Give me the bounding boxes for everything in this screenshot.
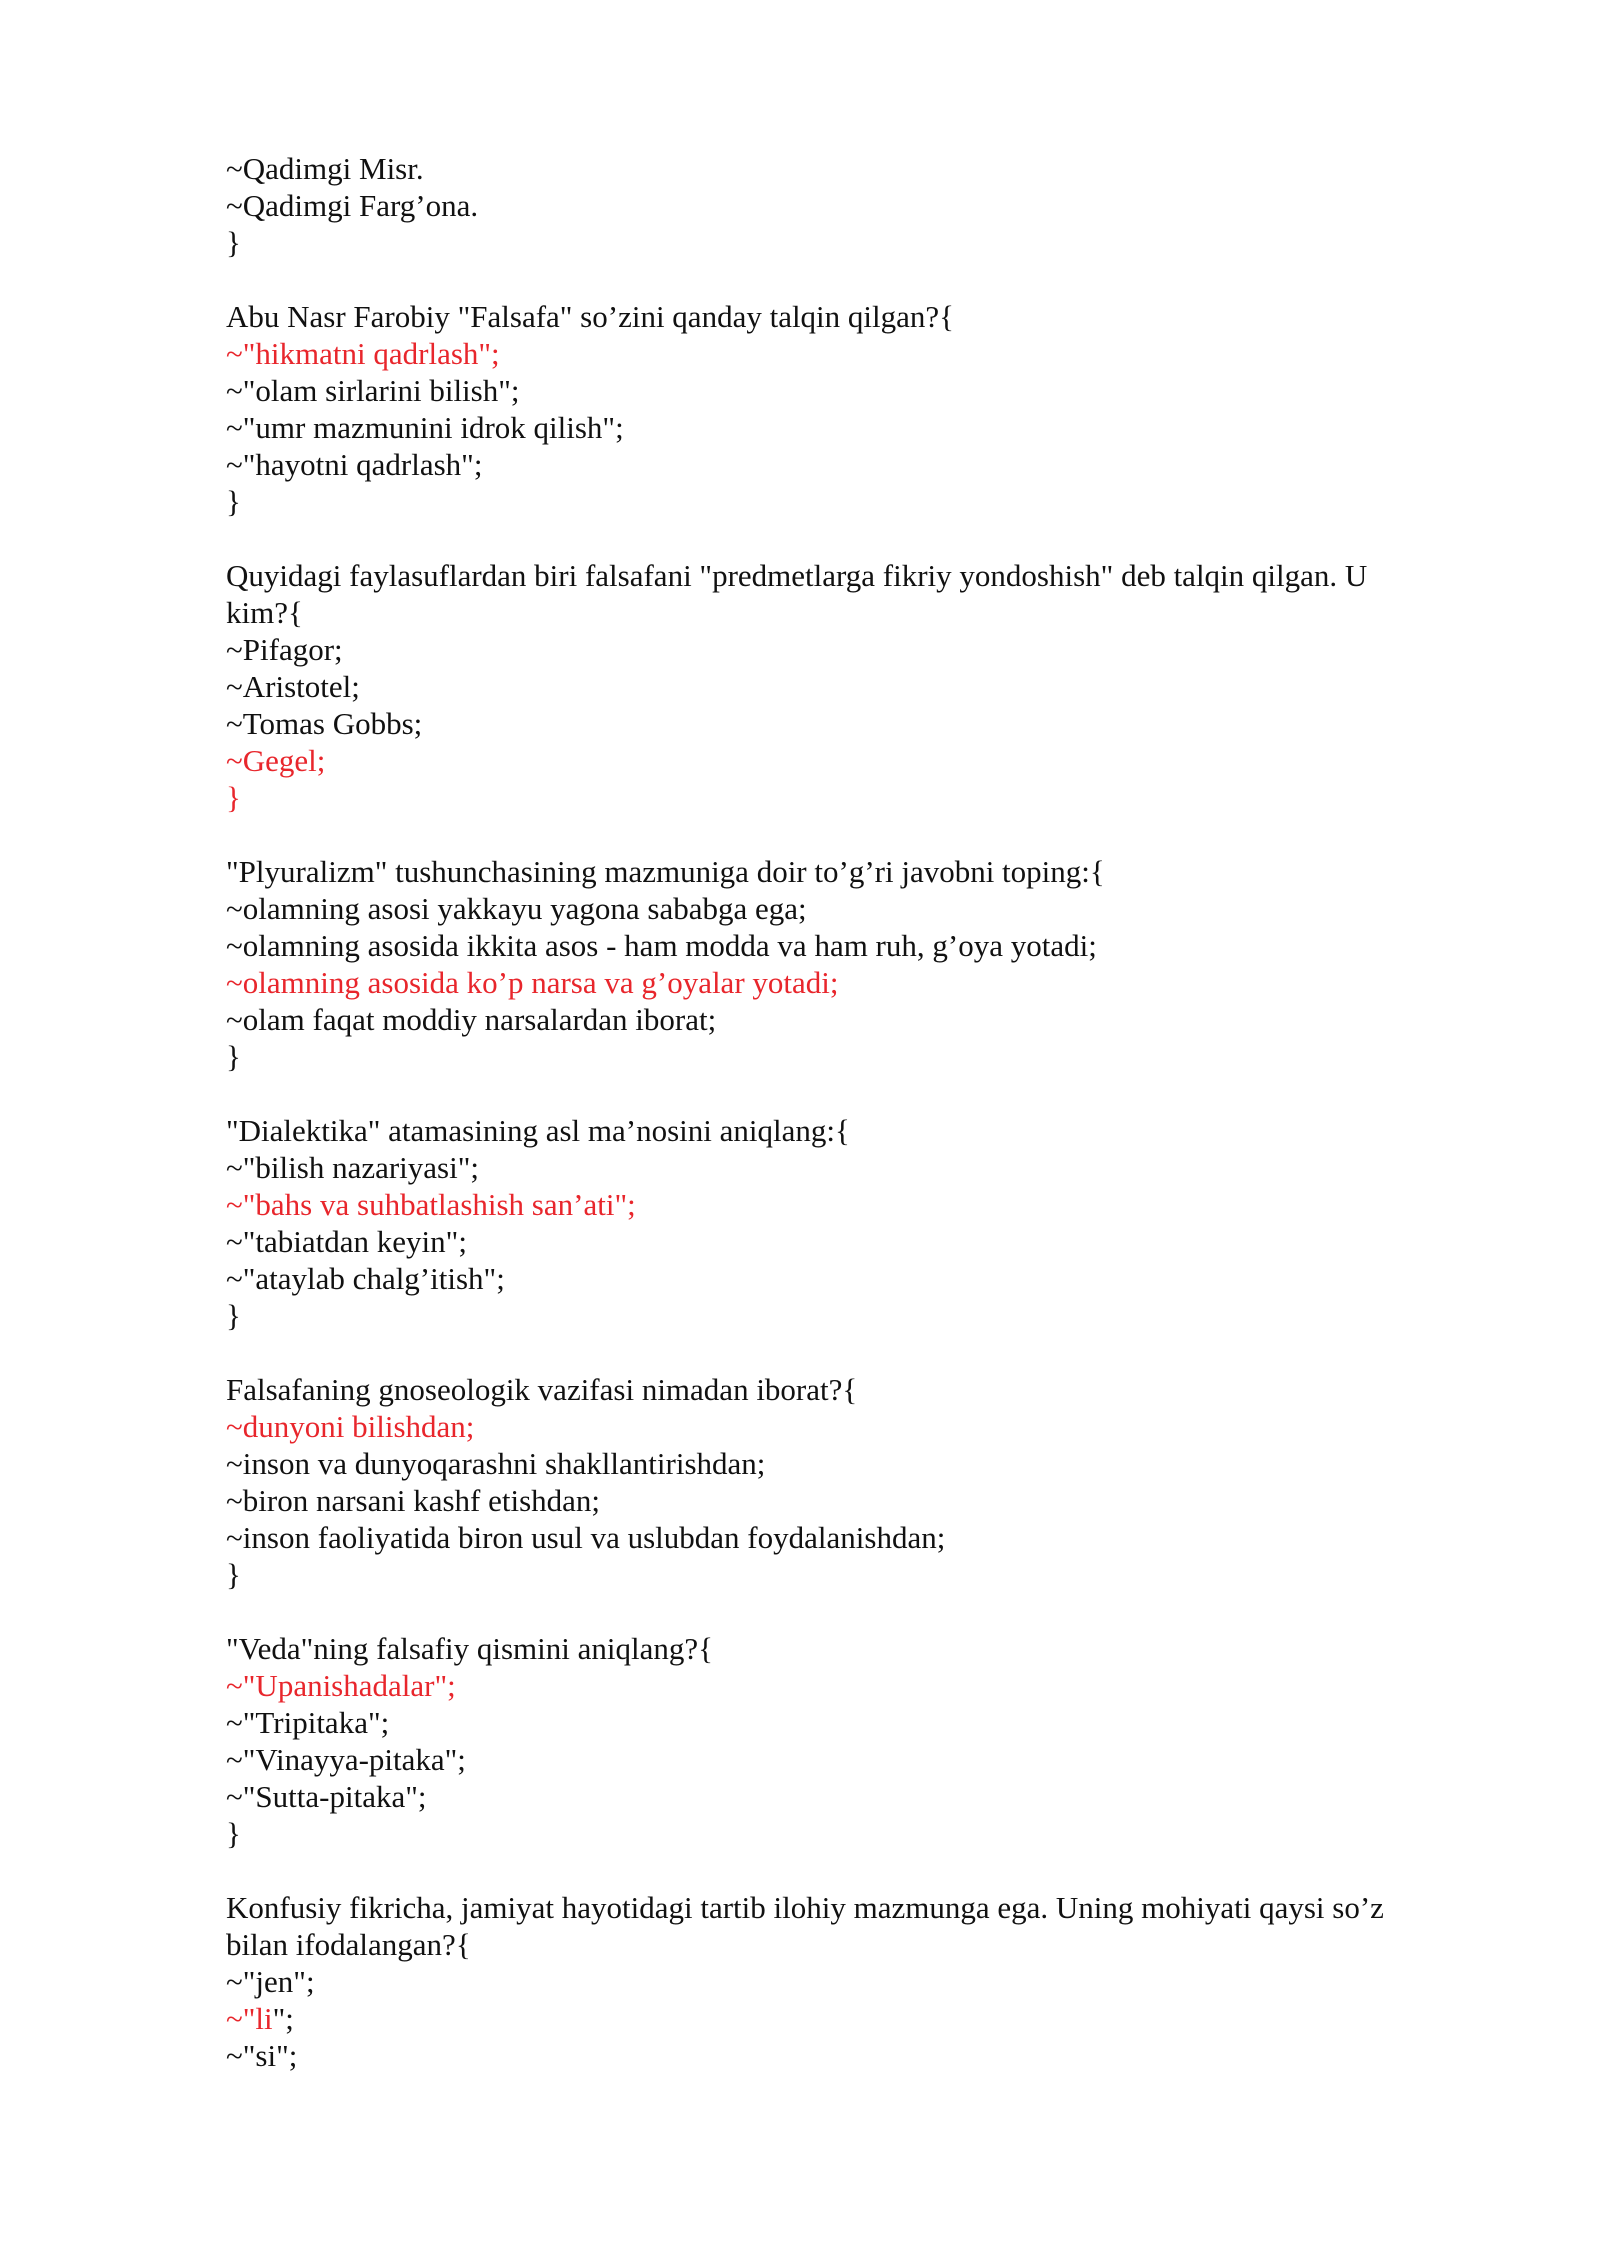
spacer	[226, 1593, 1426, 1630]
answer-option-rest: ";	[272, 2001, 294, 2036]
closing-brace: }	[226, 1557, 241, 1592]
question-block	[226, 1889, 1426, 2074]
question-block	[226, 1112, 1426, 1334]
question-block	[226, 298, 1426, 520]
answer-option: ~"Sutta-pitaka";	[226, 1779, 427, 1814]
spacer	[226, 816, 1426, 853]
answer-option: ~biron narsani kashf etishdan;	[226, 1483, 601, 1518]
document-page	[226, 150, 1426, 2074]
answer-option: ~olam faqat moddiy narsalardan iborat;	[226, 1002, 717, 1037]
answer-option: ~"tabiatdan keyin";	[226, 1224, 467, 1259]
answer-option: ~"olam sirlarini bilish";	[226, 373, 520, 408]
answer-option-correct: ~"Upanishadalar";	[226, 1668, 456, 1703]
correct-answer-part: ~"li	[226, 2001, 273, 2036]
spacer	[226, 520, 1426, 557]
question-text: Konfusiy fikricha, jamiyat hayotidagi tartib ilohiy mazmunga ega. Uning mohiyati qaysi so’z bilan ifodalangan?{	[226, 1890, 1384, 1962]
answer-option-correct: ~"hikmatni qadrlash";	[226, 336, 500, 371]
answer-option: ~"si";	[226, 2038, 298, 2073]
answer-option: ~Aristotel;	[226, 669, 360, 704]
answer-option: ~Qadimgi Misr.	[226, 151, 424, 186]
answer-option: ~"jen";	[226, 1964, 315, 1999]
closing-brace: }	[226, 1816, 241, 1851]
answer-option: ~"hayotni qadrlash";	[226, 447, 483, 482]
answer-option: ~"Vinayya-pitaka";	[226, 1742, 466, 1777]
answer-option: ~olamning asosi yakkayu yagona sababga ega;	[226, 891, 807, 926]
answer-option: ~"Tripitaka";	[226, 1705, 390, 1740]
answer-option-correct: ~dunyoni bilishdan;	[226, 1409, 475, 1444]
question-text: Abu Nasr Farobiy "Falsafa" so’zini qanday talqin qilgan?{	[226, 299, 955, 334]
closing-brace: }	[226, 484, 241, 519]
spacer	[226, 1075, 1426, 1112]
question-block	[226, 557, 1426, 816]
closing-brace: }	[226, 780, 241, 815]
question-text: "Plyuralizm" tushunchasining mazmuniga doir to’g’ri javobni toping:{	[226, 854, 1105, 889]
closing-brace: }	[226, 1298, 241, 1333]
question-fragment	[226, 150, 1426, 261]
question-text: Quyidagi faylasuflardan biri falsafani "predmetlarga fikriy yondoshish" deb talqin qilgan. U kim?{	[226, 558, 1368, 630]
answer-option: ~"ataylab chalg’itish";	[226, 1261, 505, 1296]
answer-option: ~"umr mazmunini idrok qilish";	[226, 410, 624, 445]
question-text: Falsafaning gnoseologik vazifasi nimadan iborat?{	[226, 1372, 858, 1407]
closing-brace: }	[226, 225, 241, 260]
answer-option: ~olamning asosida ikkita asos - ham modda va ham ruh, g’oya yotadi;	[226, 928, 1097, 963]
spacer	[226, 1334, 1426, 1371]
answer-option: ~"bilish nazariyasi";	[226, 1150, 479, 1185]
answer-option: ~Tomas Gobbs;	[226, 706, 423, 741]
answer-option: ~inson va dunyoqarashni shakllantirishdan;	[226, 1446, 766, 1481]
answer-option-correct	[226, 2000, 1426, 2037]
answer-option: ~Pifagor;	[226, 632, 343, 667]
closing-brace: }	[226, 1039, 241, 1074]
question-text: "Dialektika" atamasining asl ma’nosini aniqlang:{	[226, 1113, 850, 1148]
answer-option: ~inson faoliyatida biron usul va uslubdan foydalanishdan;	[226, 1520, 946, 1555]
answer-option-correct: ~olamning asosida ko’p narsa va g’oyalar yotadi;	[226, 965, 839, 1000]
answer-option-correct: ~Gegel;	[226, 743, 326, 778]
spacer	[226, 261, 1426, 298]
question-block	[226, 853, 1426, 1075]
question-block	[226, 1630, 1426, 1852]
question-block	[226, 1371, 1426, 1593]
answer-option-correct: ~"bahs va suhbatlashish san’ati";	[226, 1187, 636, 1222]
question-text: "Veda"ning falsafiy qismini aniqlang?{	[226, 1631, 713, 1666]
spacer	[226, 1852, 1426, 1889]
answer-option: ~Qadimgi Farg’ona.	[226, 188, 479, 223]
